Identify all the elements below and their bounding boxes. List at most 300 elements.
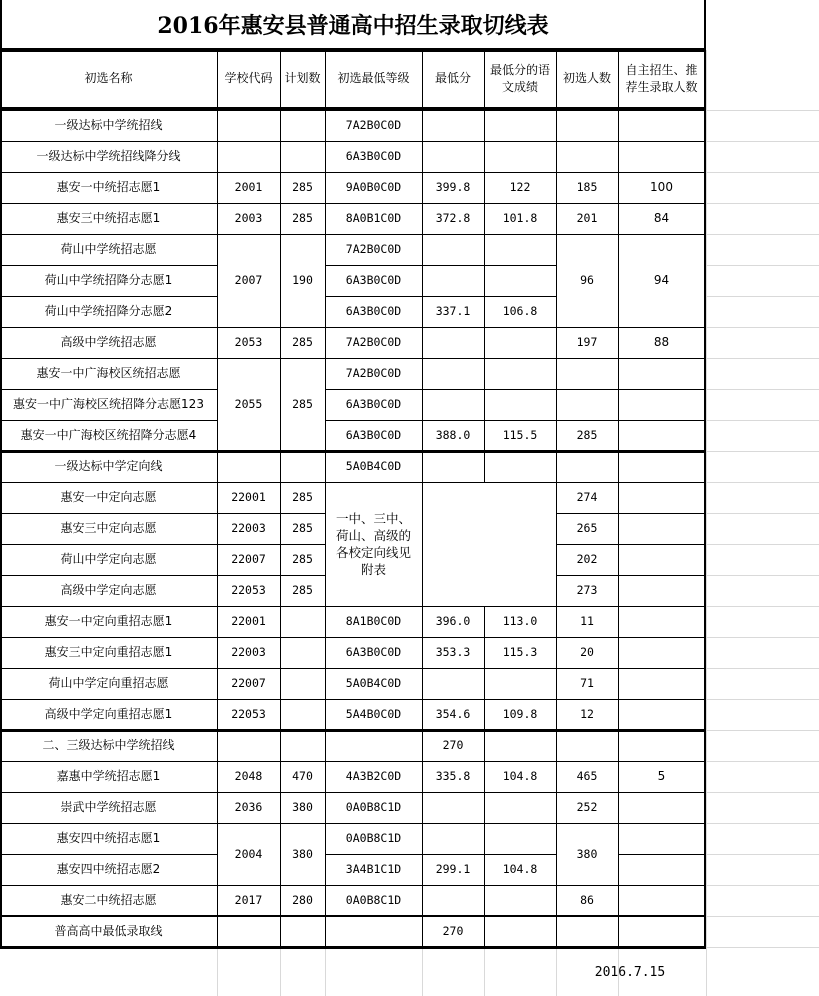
table-border (422, 885, 423, 916)
table-border (484, 854, 556, 855)
cell-chinese-score (484, 358, 556, 389)
table-border (0, 575, 217, 576)
table-border (325, 792, 422, 793)
gridline (706, 885, 819, 886)
table-border (0, 916, 217, 917)
table-border (618, 389, 705, 390)
cell-min-score (422, 823, 484, 854)
gridline (422, 949, 423, 996)
cell-name: 二、三级达标中学统招线 (42, 738, 175, 752)
table-border (556, 265, 557, 296)
table-border (556, 668, 557, 699)
table-border (217, 265, 218, 296)
table-border (422, 854, 423, 885)
table-border (422, 358, 423, 389)
table-border (325, 637, 326, 668)
table-border (484, 141, 485, 172)
table-border (217, 172, 280, 173)
table-border (484, 451, 485, 482)
cell-min-score (422, 327, 484, 358)
cell-min-grade: 5A4B0C0D (345, 707, 402, 721)
table-border (618, 699, 705, 700)
cell-selected-count: 465 (576, 769, 598, 783)
table-border (217, 606, 218, 637)
cell-self-enroll-count (618, 482, 705, 513)
table-border (556, 327, 618, 328)
gridline (706, 823, 819, 824)
table-border (618, 792, 619, 823)
cell-self-enroll-count: 88 (653, 335, 670, 349)
cell-school-code: 2036 (234, 800, 263, 814)
table-border (618, 575, 619, 606)
table-border (280, 203, 281, 234)
table-border (556, 544, 618, 545)
cell-min-grade: 8A1B0C0D (345, 614, 402, 628)
table-border (325, 296, 326, 327)
table-border (280, 482, 325, 483)
cell-selected-count: 96 (580, 273, 594, 287)
date-stamp: 2016.7.15 (594, 964, 666, 980)
cell-selected-count: 380 (576, 846, 598, 861)
table-border (556, 482, 557, 513)
table-border (217, 141, 280, 142)
table-border (484, 358, 556, 359)
table-border (422, 730, 423, 761)
table-border (556, 792, 557, 823)
table-border (422, 668, 423, 699)
gridline (706, 265, 819, 266)
cell-selected-count: 71 (580, 676, 594, 690)
cell-self-enroll-count (618, 110, 705, 141)
header-school-code: 学校代码 (224, 71, 273, 85)
table-border (484, 730, 485, 761)
table-border (280, 172, 281, 203)
table-border (280, 823, 325, 824)
cell-school-code: 2004 (234, 846, 263, 861)
cell-selected-count (556, 916, 618, 947)
table-border (217, 730, 280, 731)
table-border (484, 327, 556, 328)
table-border (618, 513, 619, 544)
table-border (618, 916, 619, 947)
cell-min-grade: 5A0B4C0D (345, 459, 402, 473)
table-border (217, 389, 218, 420)
table-border (217, 668, 280, 669)
cell-school-code (217, 730, 280, 761)
table-border (217, 699, 280, 700)
cell-name: 惠安一中定向志愿 (60, 490, 157, 504)
table-border (556, 482, 618, 483)
gridline (706, 792, 819, 793)
table-border (484, 637, 556, 638)
cell-min-score: 372.8 (435, 211, 471, 225)
table-border (422, 327, 484, 328)
cell-plan-count: 280 (292, 893, 313, 907)
table-border (0, 730, 217, 731)
table-border (556, 389, 618, 390)
gridline (706, 172, 819, 173)
cell-school-code: 2053 (234, 335, 263, 349)
header-selected-count: 初选人数 (562, 71, 611, 85)
table-border (422, 544, 423, 575)
table-border (280, 513, 325, 514)
table-border (325, 668, 422, 669)
cell-name: 一级达标中学统招线 (54, 118, 163, 132)
table-border (484, 637, 485, 668)
cell-min-grade: 6A3B0C0D (345, 428, 402, 442)
table-border (325, 234, 422, 235)
cell-chinese-score (484, 389, 556, 420)
table-border (556, 730, 618, 731)
cell-plan-count (280, 110, 325, 141)
table-border (217, 327, 218, 358)
cell-name: 荷山中学统招志愿 (60, 242, 157, 256)
table-border (217, 482, 218, 513)
table-border (280, 885, 325, 886)
gridline (706, 606, 819, 607)
cell-min-score: 270 (442, 924, 464, 938)
cell-name: 惠安二中统招志愿 (60, 893, 157, 907)
header-name: 初选名称 (84, 71, 133, 85)
table-border (422, 637, 484, 638)
table-border (325, 265, 422, 266)
table-border (325, 110, 326, 141)
gridline (706, 141, 819, 142)
cell-self-enroll-count (618, 575, 705, 606)
cell-plan-count (280, 668, 325, 699)
gridline (706, 513, 819, 514)
table-border (618, 420, 619, 451)
table-border (618, 854, 619, 885)
table-border (280, 451, 281, 482)
cell-min-grade: 4A3B2C0D (345, 769, 402, 783)
table-border (704, 50, 706, 948)
admission-cutoff-table (0, 50, 819, 996)
table-border (0, 761, 217, 762)
cell-min-grade: 6A3B0C0D (345, 273, 402, 287)
cell-min-grade: 6A3B0C0D (345, 304, 402, 318)
cell-chinese-score: 109.8 (502, 707, 538, 721)
table-border (618, 668, 705, 669)
cell-plan-count: 285 (292, 180, 313, 194)
table-border (217, 451, 280, 452)
table-border (280, 885, 281, 916)
cell-plan-count (280, 699, 325, 730)
gridline (706, 296, 819, 297)
table-border (556, 451, 557, 482)
table-border (484, 296, 556, 297)
table-border (618, 699, 619, 730)
table-border (618, 668, 619, 699)
cell-name: 嘉惠中学统招志愿1 (56, 769, 161, 783)
table-border (556, 327, 557, 358)
table-border (325, 823, 422, 824)
cell-chinese-score (484, 110, 556, 141)
cell-plan-count: 285 (292, 552, 313, 566)
cell-chinese-score (484, 451, 556, 482)
table-border (280, 761, 281, 792)
table-border (0, 668, 217, 669)
table-border (422, 296, 484, 297)
table-border (556, 203, 618, 204)
table-border (217, 544, 280, 545)
cell-min-grade: 7A2B0C0D (345, 242, 402, 256)
gridline (706, 451, 819, 452)
cell-name: 惠安四中统招志愿2 (56, 862, 161, 876)
table-border (325, 327, 422, 328)
cell-min-grade: 5A0B4C0D (345, 676, 402, 690)
table-border (618, 451, 619, 482)
table-border (325, 668, 326, 699)
cell-name: 荷山中学定向志愿 (60, 552, 157, 566)
table-border (325, 172, 422, 173)
table-border (280, 606, 281, 637)
table-border (556, 916, 557, 947)
table-border (484, 389, 556, 390)
table-border (0, 451, 217, 452)
table-border (217, 544, 218, 575)
table-border (618, 420, 705, 421)
table-border (280, 50, 281, 107)
table-border (325, 637, 422, 638)
table-border (618, 172, 705, 173)
table-border (217, 172, 218, 203)
table-border (422, 265, 484, 266)
table-border (556, 575, 557, 606)
table-border (280, 823, 281, 854)
cell-name: 惠安一中广海校区统招降分志愿4 (20, 428, 197, 442)
cell-school-code: 22003 (231, 645, 266, 659)
table-border (325, 234, 326, 265)
table-border (484, 265, 485, 296)
table-border (280, 637, 281, 668)
cell-min-score: 396.0 (435, 614, 471, 628)
table-border (422, 730, 484, 731)
table-border (325, 854, 326, 885)
table-border (422, 606, 484, 607)
table-border (556, 637, 557, 668)
cell-self-enroll-count: 84 (653, 211, 670, 225)
table-border (325, 203, 326, 234)
cell-plan-count (280, 637, 325, 668)
table-border (217, 296, 218, 327)
cell-selected-count (556, 141, 618, 172)
cell-name: 惠安四中统招志愿1 (56, 831, 161, 845)
gridline (706, 668, 819, 669)
table-border (280, 668, 325, 669)
table-border (556, 389, 557, 420)
gridline (706, 203, 819, 204)
cell-min-grade: 7A2B0C0D (345, 335, 402, 349)
table-border (422, 606, 423, 637)
cell-selected-count: 12 (580, 707, 594, 721)
table-border (280, 451, 325, 452)
table-border (280, 575, 325, 576)
table-border (618, 327, 619, 358)
table-border (217, 203, 218, 234)
table-border (556, 761, 618, 762)
header-plan-count: 计划数 (284, 71, 321, 85)
cell-chinese-score: 104.8 (502, 769, 538, 783)
table-border (484, 420, 556, 421)
table-border (325, 358, 422, 359)
table-border (217, 792, 280, 793)
table-border (556, 668, 618, 669)
table-border (325, 792, 326, 823)
table-border (217, 823, 218, 854)
table-border (280, 389, 281, 420)
table-border (325, 513, 326, 544)
table-border (618, 730, 619, 761)
cell-plan-count (280, 451, 325, 482)
table-border (0, 296, 217, 297)
cell-selected-count (556, 730, 618, 761)
table-border (325, 482, 326, 513)
cell-min-score (422, 234, 484, 265)
table-border (325, 606, 326, 637)
cell-chinese-score (484, 327, 556, 358)
table-border (280, 203, 325, 204)
table-border (217, 234, 218, 265)
cell-min-grade: 3A4B1C1D (345, 862, 402, 876)
table-border (280, 265, 281, 296)
cell-name: 一级达标中学统招线降分线 (36, 149, 181, 163)
cell-self-enroll-count: 100 (650, 180, 673, 194)
cell-min-grade: 6A3B0C0D (345, 397, 402, 411)
table-border (484, 699, 556, 700)
table-border (422, 296, 423, 327)
table-border (618, 172, 619, 203)
cell-plan-count (280, 606, 325, 637)
table-border (422, 420, 484, 421)
table-border (325, 451, 326, 482)
cell-min-grade (325, 916, 422, 947)
table-border (422, 358, 484, 359)
cell-min-score (422, 668, 484, 699)
cell-chinese-score (484, 234, 556, 265)
table-border (484, 389, 485, 420)
cell-chinese-score (484, 141, 556, 172)
table-border (280, 327, 281, 358)
table-border (484, 451, 556, 452)
cell-min-grade: 8A0B1C0D (345, 211, 402, 225)
table-border (325, 761, 422, 762)
cell-chinese-score (484, 730, 556, 761)
cell-name: 惠安一中广海校区统招降分志愿123 (13, 397, 204, 411)
cell-min-score (422, 265, 484, 296)
table-border (217, 358, 218, 389)
table-border (325, 482, 422, 483)
table-border (422, 203, 484, 204)
cell-self-enroll-count (618, 544, 705, 575)
table-border (556, 141, 618, 142)
table-border (556, 885, 618, 886)
table-border (422, 823, 423, 854)
table-border (556, 699, 557, 730)
header-min-score: 最低分 (434, 71, 471, 85)
table-border (484, 327, 485, 358)
table-border (280, 792, 325, 793)
cell-chinese-score (484, 265, 556, 296)
table-border (217, 637, 218, 668)
table-border (556, 854, 557, 885)
table-border (484, 606, 485, 637)
table-border (618, 575, 705, 576)
table-border (217, 110, 218, 141)
table-border (217, 420, 218, 451)
table-border (0, 265, 217, 266)
cell-min-grade (325, 730, 422, 761)
cell-name: 崇武中学统招志愿 (60, 800, 157, 814)
table-border (217, 358, 280, 359)
table-border (484, 265, 556, 266)
table-border (484, 885, 556, 886)
table-border (0, 513, 217, 514)
table-border (280, 544, 281, 575)
table-border (217, 50, 218, 107)
table-border (422, 141, 484, 142)
table-border (325, 141, 422, 142)
table-border (280, 730, 325, 731)
cell-min-score: 335.8 (435, 769, 471, 783)
table-border (325, 327, 326, 358)
cell-chinese-score: 122 (509, 180, 531, 194)
table-border (0, 389, 217, 390)
cell-school-code (217, 110, 280, 141)
table-border (422, 389, 423, 420)
cell-min-grade: 7A2B0C0D (345, 118, 402, 132)
table-border (556, 792, 618, 793)
table-border (325, 699, 326, 730)
table-border (422, 854, 484, 855)
table-border (0, 482, 217, 483)
cell-min-score (422, 110, 484, 141)
cell-name: 一级达标中学定向线 (54, 459, 163, 473)
table-border (556, 606, 557, 637)
table-border (618, 234, 705, 235)
cell-name: 惠安三中定向重招志愿1 (44, 645, 173, 659)
table-border (217, 823, 280, 824)
table-border (217, 854, 218, 885)
table-border (484, 916, 556, 917)
cell-min-grade: 6A3B0C0D (345, 645, 402, 659)
table-border (484, 792, 485, 823)
table-border (217, 668, 218, 699)
cell-chinese-score: 101.8 (502, 211, 538, 225)
table-border (484, 606, 556, 607)
cell-name: 惠安三中定向志愿 (60, 521, 157, 535)
table-border (422, 203, 423, 234)
cell-min-grade: 7A2B0C0D (345, 366, 402, 380)
cell-plan-count: 380 (292, 846, 313, 861)
gridline (706, 327, 819, 328)
table-border (280, 420, 281, 451)
gridline (706, 699, 819, 700)
table-border (618, 637, 705, 638)
gridline (706, 575, 819, 576)
table-border (325, 296, 422, 297)
table-border (618, 110, 619, 141)
gridline (706, 358, 819, 359)
cell-school-code (217, 916, 280, 947)
cell-name: 惠安一中广海校区统招志愿 (36, 366, 181, 380)
table-border (325, 544, 326, 575)
cell-self-enroll-count: 94 (653, 273, 670, 287)
cell-school-code: 2007 (234, 273, 263, 287)
table-border (618, 823, 619, 854)
cell-school-code: 22001 (231, 614, 266, 628)
table-border (217, 730, 218, 761)
